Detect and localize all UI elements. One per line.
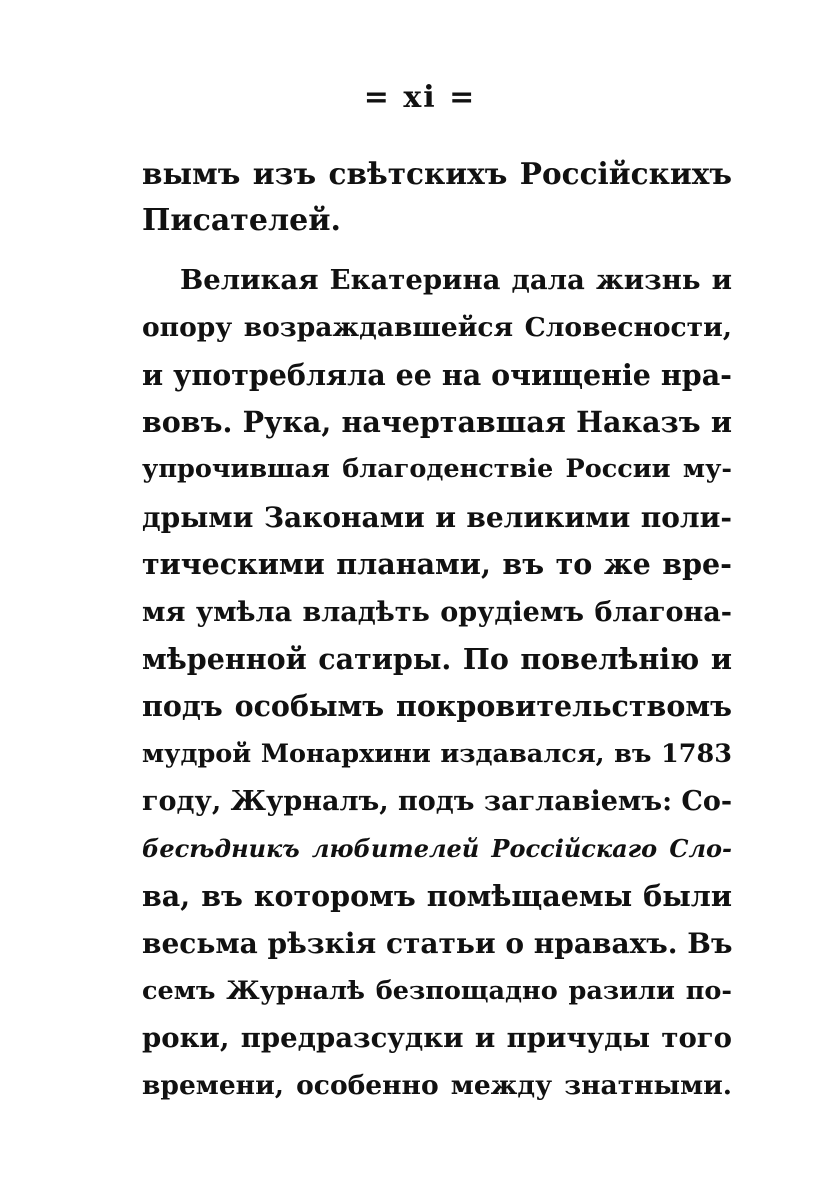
text-line-17: весьма рѣзкія статьи о нравахъ. Въ: [142, 927, 733, 961]
text-line-14: году, Журналъ, подъ заглавіемъ: Со-: [142, 786, 733, 818]
page-number-header: = xi =: [363, 80, 477, 115]
text-line-4: опору возраждавшейся Словесности,: [142, 312, 732, 344]
text-line-2: Писателей.: [142, 203, 341, 239]
text-line-8: дрыми Законами и великими поли-: [142, 500, 732, 534]
text-line-6: вовъ. Рука, начертавшая Наказъ и: [142, 404, 732, 439]
text-line-7: упрочившая благоденствіе России му-: [142, 454, 732, 485]
text-line-9: тическими планами, въ то же вре-: [142, 547, 732, 582]
text-line-10: мя умѣла владѣть орудіемъ благона-: [142, 596, 732, 628]
text-line-15: бесѣдникъ любителей Россійскаго Сло-: [142, 834, 732, 864]
text-line-19: роки, предразсудки и причуды того: [142, 1022, 732, 1055]
text-line-11: мѣренной сатиры. По повелѣнію и: [142, 641, 732, 676]
paragraph-gap: [142, 245, 732, 257]
text-line-3: Великая Екатерина дала жизнь и: [180, 263, 732, 296]
text-line-20: времени, особенно между знатными.: [142, 1070, 732, 1102]
text-line-16: ва, въ которомъ помѣщаемы были: [142, 878, 732, 913]
body-text: [142, 150, 732, 1110]
text-line-18: семъ Журналѣ безпощадно разили по-: [142, 975, 732, 1006]
text-line-5: и употребляла ее на очищеніе нра-: [142, 357, 732, 392]
text-line-12: подъ особымъ покровительствомъ: [142, 689, 732, 724]
text-line-1: вымъ изъ свѣтскихъ Россійскихъ: [142, 156, 732, 191]
text-line-13: мудрой Монархини издавался, въ 1783: [142, 738, 732, 769]
